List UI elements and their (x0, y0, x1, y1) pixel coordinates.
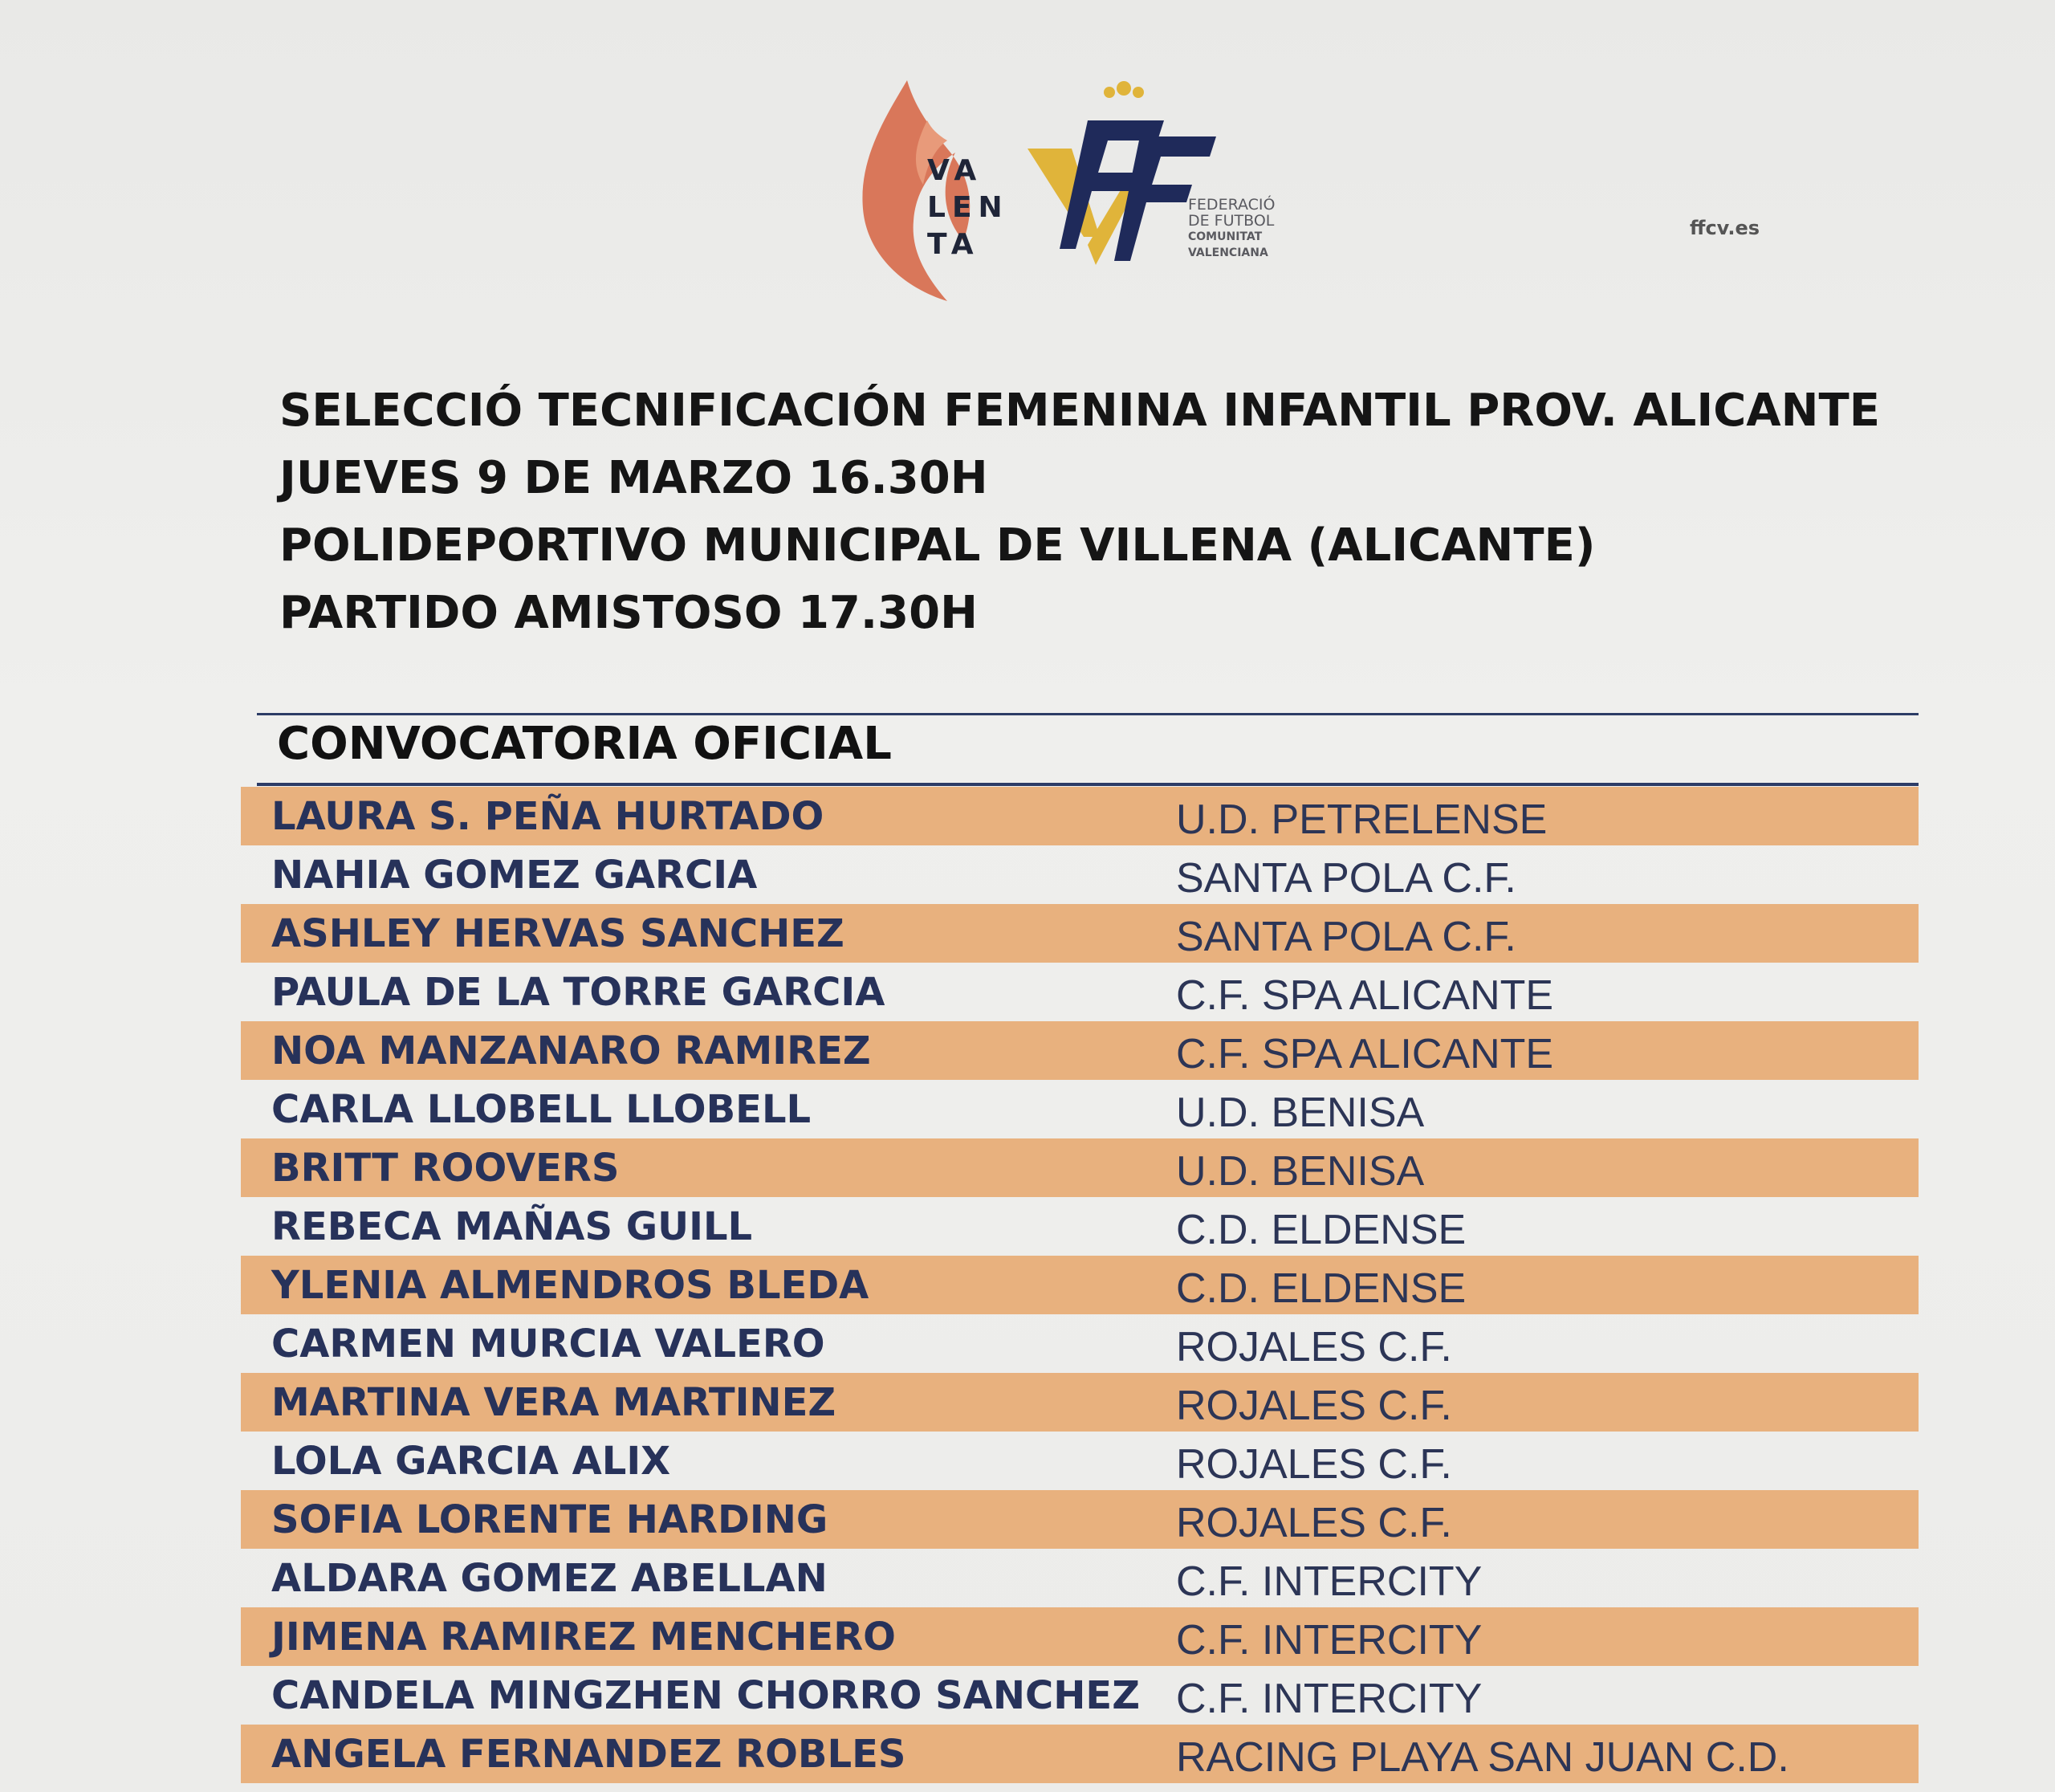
event-title-block (279, 377, 1880, 647)
ffcv-logo (1011, 64, 1268, 305)
player-name: PAULA DE LA TORRE GARCIA (271, 970, 885, 1015)
table-row (241, 1432, 1919, 1490)
roster-table (241, 787, 1919, 1783)
valenta-wordmark (927, 153, 1009, 263)
player-club: ROJALES C.F. (1176, 1383, 1452, 1429)
table-row (241, 1490, 1919, 1549)
table-row (241, 1666, 1919, 1725)
player-name: CARMEN MURCIA VALERO (271, 1322, 825, 1366)
event-match-time: PARTIDO AMISTOSO 17.30H (279, 587, 978, 639)
event-date-time: JUEVES 9 DE MARZO 16.30H (279, 452, 988, 504)
player-club: U.D. BENISA (1176, 1089, 1425, 1136)
table-row (241, 904, 1919, 963)
player-name: REBECA MAÑAS GUILL (271, 1204, 753, 1249)
table-row (241, 1373, 1919, 1432)
player-name: CANDELA MINGZHEN CHORRO SANCHEZ (271, 1673, 1140, 1718)
table-row (241, 845, 1919, 904)
table-row (241, 1256, 1919, 1314)
table-row (241, 1197, 1919, 1256)
roster-heading: CONVOCATORIA OFICIAL (277, 718, 892, 770)
table-row (241, 1138, 1919, 1197)
player-club: U.D. BENISA (1176, 1148, 1425, 1195)
table-row (241, 1314, 1919, 1373)
player-name: ALDARA GOMEZ ABELLAN (271, 1556, 828, 1601)
player-name: LOLA GARCIA ALIX (271, 1439, 671, 1484)
table-row (241, 963, 1919, 1021)
federation-name (1188, 197, 1276, 261)
federation-line-3: COMUNITAT (1188, 230, 1263, 243)
player-club: C.F. INTERCITY (1176, 1617, 1483, 1664)
player-name: ANGELA FERNANDEZ ROBLES (271, 1732, 906, 1777)
table-row (241, 787, 1919, 845)
divider-bottom (257, 783, 1919, 786)
player-club: C.D. ELDENSE (1176, 1265, 1467, 1312)
table-row (241, 1607, 1919, 1666)
valenta-letters-2: LEN (927, 191, 1009, 224)
player-name: CARLA LLOBELL LLOBELL (271, 1087, 812, 1132)
player-club: C.F. SPA ALICANTE (1176, 972, 1554, 1019)
valenta-letters-3: TA (927, 228, 980, 261)
player-name: LAURA S. PEÑA HURTADO (271, 794, 824, 839)
player-name: BRITT ROOVERS (271, 1146, 620, 1191)
player-club: RACING PLAYA SAN JUAN C.D. (1176, 1734, 1789, 1781)
federation-line-2: DE FUTBOL (1188, 212, 1275, 230)
player-club: SANTA POLA C.F. (1176, 914, 1516, 960)
valenta-letters-1: VA (927, 154, 983, 187)
player-club: U.D. PETRELENSE (1176, 796, 1548, 843)
federation-line-4: VALENCIANA (1188, 246, 1268, 259)
header-logos (851, 64, 1573, 305)
player-club: ROJALES C.F. (1176, 1500, 1452, 1546)
player-club: C.F. INTERCITY (1176, 1558, 1483, 1605)
player-name: ASHLEY HERVAS SANCHEZ (271, 911, 844, 956)
player-club: ROJALES C.F. (1176, 1441, 1452, 1488)
player-name: SOFIA LORENTE HARDING (271, 1497, 828, 1542)
table-row (241, 1021, 1919, 1080)
player-club: SANTA POLA C.F. (1176, 855, 1516, 902)
table-row (241, 1080, 1919, 1138)
player-name: NOA MANZANARO RAMIREZ (271, 1028, 871, 1073)
player-club: C.F. INTERCITY (1176, 1676, 1483, 1722)
federation-line-1: FEDERACIÓ (1188, 196, 1276, 214)
player-name: JIMENA RAMIREZ MENCHERO (271, 1615, 896, 1660)
player-club: C.D. ELDENSE (1176, 1207, 1467, 1253)
site-url: ffcv.es (1690, 217, 1760, 239)
player-name: MARTINA VERA MARTINEZ (271, 1380, 836, 1425)
player-name: YLENIA ALMENDROS BLEDA (271, 1263, 869, 1308)
table-row (241, 1725, 1919, 1783)
player-club: C.F. SPA ALICANTE (1176, 1031, 1554, 1077)
event-venue: POLIDEPORTIVO MUNICIPAL DE VILLENA (ALICANTE) (279, 519, 1596, 572)
event-title: SELECCIÓ TECNIFICACIÓN FEMENINA INFANTIL PROV. ALICANTE (279, 385, 1880, 437)
table-row (241, 1549, 1919, 1607)
player-club: ROJALES C.F. (1176, 1324, 1452, 1370)
player-name: NAHIA GOMEZ GARCIA (271, 853, 758, 898)
